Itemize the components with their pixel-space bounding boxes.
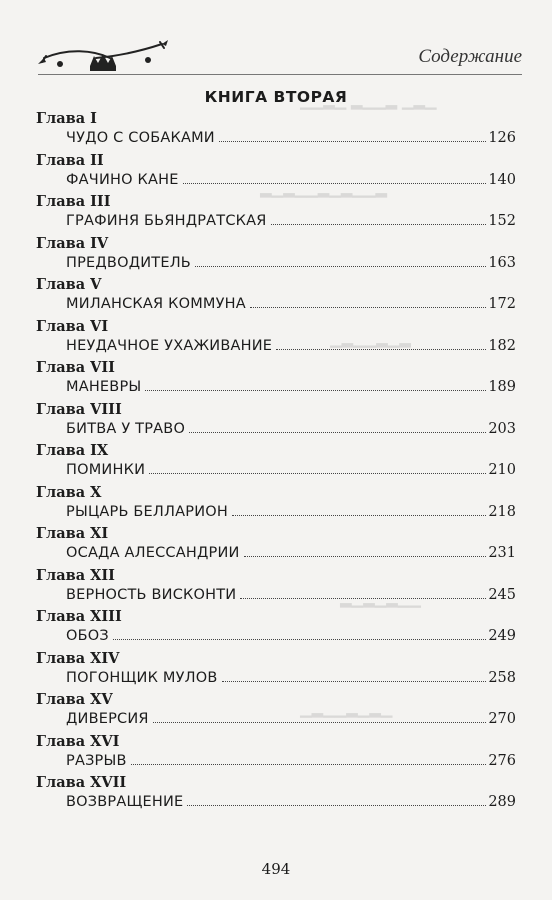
chapter-title: ВОЗВРАЩЕНИЕ: [66, 794, 184, 810]
toc-entry: [0, 442, 552, 484]
chapter-title: ВЕРНОСТЬ ВИСКОНТИ: [66, 586, 237, 603]
table-of-contents: [0, 110, 552, 816]
chapter-title-line: [66, 670, 516, 686]
chapter-title-line: [66, 545, 516, 561]
dot-leader: [113, 638, 486, 640]
chapter-title-line: [66, 379, 516, 395]
chapter-label: Глава IV: [36, 234, 109, 252]
chapter-label: Глава XIII: [36, 608, 122, 625]
chapter-label: Глава XVII: [36, 774, 127, 791]
toc-entry: [0, 650, 552, 692]
chapter-page-number: 210: [488, 462, 516, 478]
bleed-through-texture: ▁▂▁▁▂▁▂: [330, 330, 411, 348]
dot-leader: [271, 223, 487, 225]
chapter-title-line: [66, 753, 516, 769]
toc-entry: [0, 276, 552, 318]
chapter-page-number: 152: [488, 213, 516, 229]
chapter-label: Глава VI: [36, 317, 109, 335]
chapter-label: Глава VII: [36, 359, 115, 376]
chapter-title: ПОГОНЩИК МУЛОВ: [66, 669, 218, 686]
chapter-page-number: 163: [488, 254, 516, 271]
chapter-title-line: [66, 338, 516, 354]
chapter-label: Глава V: [36, 276, 102, 293]
chapter-page-number: 289: [488, 794, 516, 810]
toc-entry: [0, 401, 552, 443]
chapter-title: ДИВЕРСИЯ: [66, 711, 149, 727]
dot-leader: [153, 721, 487, 723]
toc-entry: [0, 193, 552, 235]
chapter-page-number: 258: [488, 669, 516, 686]
dot-leader: [187, 804, 486, 806]
toc-entry: [0, 733, 552, 775]
toc-entry: [0, 235, 552, 277]
dot-leader: [149, 472, 486, 474]
dot-leader: [250, 306, 486, 308]
chapter-title: РЫЦАРЬ БЕЛЛАРИОН: [66, 503, 228, 520]
crossed-swords-crown-icon: [38, 36, 168, 76]
chapter-page-number: 218: [488, 503, 516, 520]
chapter-title: МАНЕВРЫ: [66, 379, 142, 395]
dot-leader: [244, 555, 487, 557]
toc-entry: [0, 567, 552, 609]
header-rule: [38, 74, 522, 75]
chapter-title: ФАЧИНО КАНЕ: [66, 171, 179, 188]
chapter-page-number: 203: [488, 420, 516, 437]
chapter-title-line: [66, 794, 516, 810]
dot-leader: [222, 680, 487, 682]
chapter-title-line: [66, 130, 516, 146]
chapter-title-line: [66, 255, 516, 271]
dot-leader: [232, 514, 486, 516]
toc-entry: [0, 110, 552, 152]
dot-leader: [219, 140, 486, 142]
dot-leader: [189, 431, 486, 433]
chapter-title-line: [66, 172, 516, 188]
chapter-title-line: [66, 628, 516, 644]
chapter-label: Глава IX: [36, 442, 109, 459]
chapter-label: Глава VIII: [36, 400, 122, 418]
chapter-title: БИТВА У ТРАВО: [66, 420, 186, 437]
toc-entry: [0, 691, 552, 733]
chapter-page-number: 270: [488, 711, 516, 727]
toc-entry: [0, 774, 552, 816]
toc-entry: [0, 608, 552, 650]
dot-leader: [131, 763, 487, 765]
toc-entry: [0, 359, 552, 401]
chapter-title-line: [66, 587, 516, 603]
bleed-through-texture: ▂▁▂▁▁▂▁▂▁▁▂: [260, 180, 387, 198]
chapter-page-number: 245: [488, 586, 516, 603]
chapter-page-number: 140: [488, 171, 516, 188]
chapter-title-line: [66, 296, 516, 312]
chapter-page-number: 276: [488, 752, 516, 769]
chapter-page-number: 189: [488, 379, 516, 395]
chapter-title: ОБОЗ: [66, 628, 109, 644]
chapter-label: Глава III: [36, 193, 111, 210]
chapter-page-number: 182: [488, 337, 516, 354]
chapter-label: Глава II: [36, 151, 104, 169]
chapter-page-number: 126: [488, 130, 516, 146]
bleed-through-texture: ▁▁▂▁ ▂▁▁▂ ▁▂▁: [300, 92, 437, 110]
chapter-title-line: [66, 711, 516, 727]
chapter-title-line: [66, 504, 516, 520]
dot-leader: [195, 265, 486, 267]
dot-leader: [240, 597, 486, 599]
chapter-page-number: 172: [488, 296, 516, 312]
dot-leader: [276, 348, 486, 350]
chapter-title: ОСАДА АЛЕССАНДРИИ: [66, 545, 240, 561]
chapter-label: Глава XII: [36, 566, 115, 584]
page-header: [38, 36, 522, 76]
running-head: Содержание: [418, 46, 522, 67]
book-title: КНИГА ВТОРАЯ: [204, 88, 348, 106]
bleed-through-texture: ▁▂▁▁▂▁▂▁: [300, 700, 393, 718]
chapter-label: Глава I: [36, 110, 97, 127]
toc-entry: [0, 152, 552, 194]
chapter-label: Глава XI: [36, 525, 109, 542]
chapter-title-line: [66, 462, 516, 478]
chapter-title: ГРАФИНЯ БЬЯНДРАТСКАЯ: [66, 213, 267, 229]
chapter-title: РАЗРЫВ: [66, 752, 127, 769]
toc-entry: [0, 484, 552, 526]
toc-entry: [0, 318, 552, 360]
chapter-label: Глава X: [36, 483, 102, 501]
bleed-through-texture: ▂▁▂▁▂▁▁: [340, 590, 421, 608]
chapter-title: НЕУДАЧНОЕ УХАЖИВАНИЕ: [66, 337, 273, 354]
dot-leader: [183, 182, 487, 184]
chapter-label: Глава XVI: [36, 732, 120, 750]
chapter-title: ПОМИНКИ: [66, 462, 146, 478]
chapter-label: Глава XIV: [36, 649, 120, 667]
chapter-title-line: [66, 213, 516, 229]
chapter-title: МИЛАНСКАЯ КОММУНА: [66, 296, 246, 312]
chapter-page-number: 249: [488, 628, 516, 644]
page-number: 494: [261, 860, 291, 878]
chapter-title: ЧУДО С СОБАКАМИ: [66, 130, 215, 146]
chapter-label: Глава XV: [36, 691, 113, 708]
toc-entry: [0, 525, 552, 567]
chapter-title-line: [66, 421, 516, 437]
chapter-page-number: 231: [488, 545, 516, 561]
dot-leader: [145, 389, 486, 391]
chapter-title: ПРЕДВОДИТЕЛЬ: [66, 254, 191, 271]
